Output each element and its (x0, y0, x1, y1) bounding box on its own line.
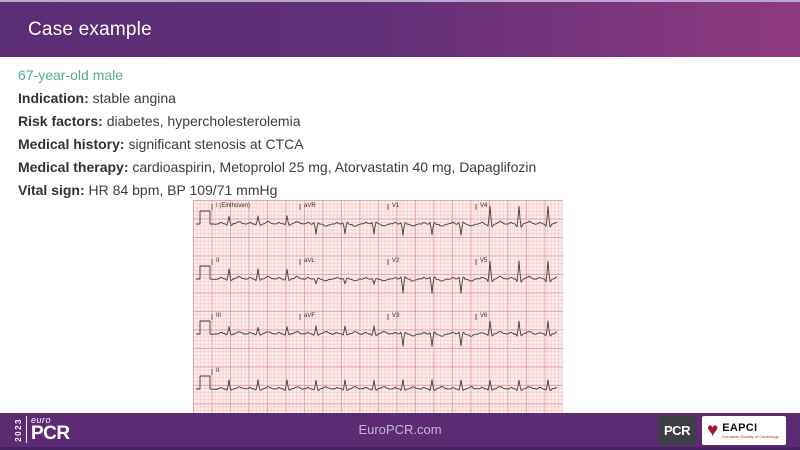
footer-logos (658, 416, 786, 445)
patient-vital-sign-line (18, 179, 638, 202)
ecg-lead-label: V1 (392, 203, 400, 209)
eapci-logo-text (722, 423, 778, 439)
eapci-logo (702, 416, 786, 445)
eapci-name: EAPCI (722, 421, 758, 434)
patient-medical-history-line (18, 133, 638, 156)
patient-info (18, 64, 638, 202)
ecg-lead-label: III (216, 313, 222, 319)
field-value: HR 84 bpm, BP 109/71 mmHg (84, 182, 278, 198)
field-value: stable angina (88, 90, 176, 106)
logo-pcr-text: PCR (31, 423, 70, 444)
ecg-lead-label: aVL (304, 258, 315, 264)
field-label: Medical therapy: (18, 159, 129, 175)
header-bar (0, 0, 800, 57)
patient-age-line: 67-year-old male (18, 67, 124, 83)
eapci-subtitle: European Society of Cardiology (722, 433, 779, 439)
footer-bar (0, 413, 800, 450)
page-title: Case example (28, 18, 152, 40)
logo-year-text: 2023 (14, 417, 23, 442)
heart-icon: ♥ (707, 420, 719, 441)
ecg-lead-label: V5 (480, 258, 488, 264)
field-value: cardioaspirin, Metoprolol 25 mg, Atorvastatin 40 mg, Dapaglifozin (128, 159, 537, 175)
ecg-lead-label: II (216, 368, 220, 374)
patient-medical-therapy-line (18, 156, 638, 179)
field-value: diabetes, hypercholesterolemia (102, 113, 301, 129)
ecg-lead-label: aVR (304, 203, 316, 209)
footer-url: EuroPCR.com (358, 422, 442, 437)
patient-indication-line (18, 87, 638, 110)
field-label: Indication: (18, 90, 89, 106)
ecg-lead-label: I (Einthoven) (216, 203, 251, 209)
field-label: Risk factors: (18, 113, 103, 129)
ecg-image (193, 200, 563, 413)
patient-risk-factors-line (18, 110, 638, 133)
ecg-lead-label: V4 (480, 203, 488, 209)
logo-euro-text: euro (31, 415, 52, 425)
ecg-lead-label: II (216, 258, 220, 264)
field-label: Vital sign: (18, 182, 85, 198)
ecg-lead-label: aVF (304, 313, 316, 319)
pcr-logo-badge: PCR (658, 416, 696, 445)
ecg-lead-label: V2 (392, 258, 400, 264)
ecg-lead-label: V6 (480, 313, 488, 319)
ecg-lead-label: V3 (392, 313, 400, 319)
field-value: significant stenosis at CTCA (124, 136, 304, 152)
field-label: Medical history: (18, 136, 125, 152)
